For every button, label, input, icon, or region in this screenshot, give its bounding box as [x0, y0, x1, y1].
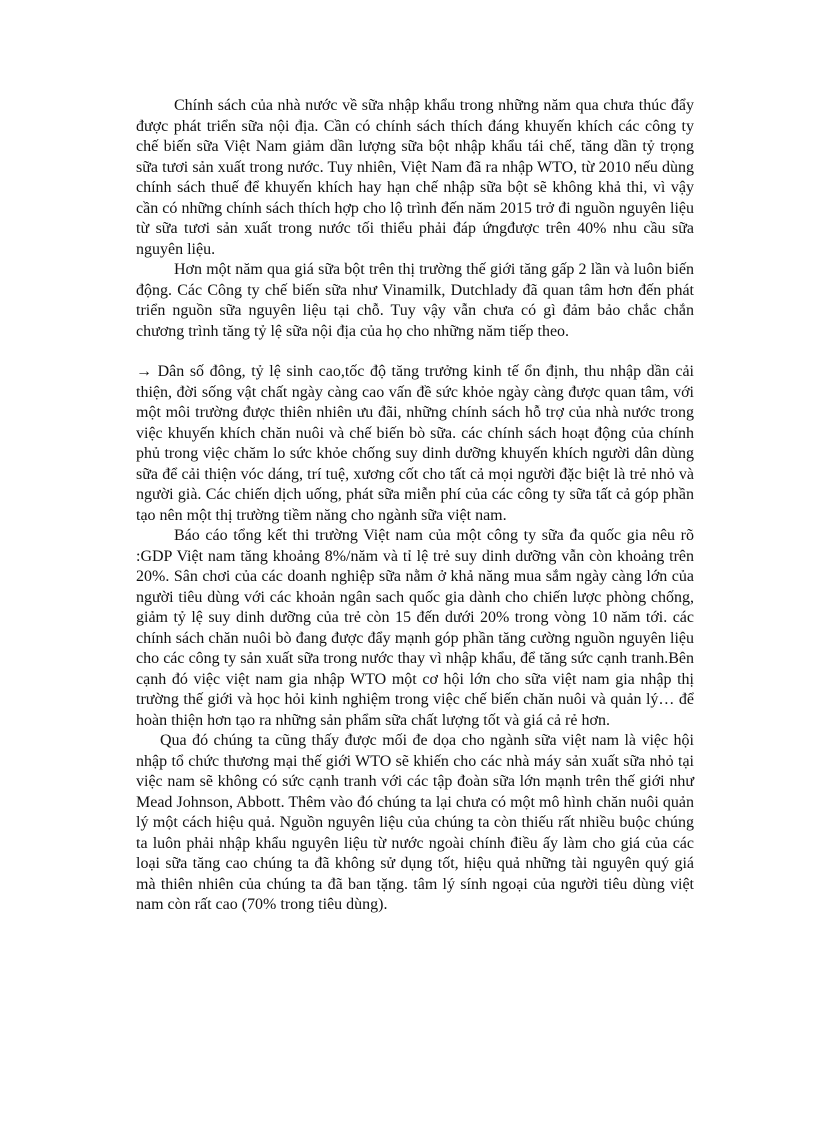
paragraph-milk-price: Hơn một năm qua giá sữa bột trên thị trường thế giới tăng gấp 2 lần và luôn biến động. Các Công ty chế biến sữa như Vinamilk, Dutchlady đã quan tâm hơn đến phát triển nguồn sữa nguyên liệu tại chỗ. Tuy vậy vẫn chưa có gì đảm bảo chắc chắn chương trình tăng tỷ lệ sữa nội địa của họ cho những năm tiếp theo.: [136, 261, 694, 340]
paragraph-import-policy: Chính sách của nhà nước về sữa nhập khẩu trong những năm qua chưa thúc đẩy được phát triển sữa nội địa. Cần có chính sách thích đáng khuyến khích các công ty chế biến sữa Việt Nam giảm dần lượng sữa bột nhập khẩu tái chế, tăng dần tỷ trọng sữa tươi sản xuất trong nước. Tuy nhiên, Việt Nam đã ra nhập WTO, từ 2010 nếu dùng chính sách thuế để khuyến khích hay hạn chế nhập sữa bột sẽ không khả thi, vì vậy cần có những chính sách thích hợp cho lộ trình đến năm 2015 trở đi nguồn nguyên liệu từ sữa tươi sản xuất trong nước tối thiểu phải đáp ứngđược trên 40% nhu cầu sữa nguyên liệu.: [136, 97, 694, 258]
document-body: [136, 96, 694, 916]
paragraph-opportunities: → Dân số đông, tỷ lệ sinh cao,tốc độ tăng trưởng kinh tế ổn định, thu nhập dần cải thiện, đời sống vật chất ngày càng cao vấn đề sức khỏe ngày càng được quan tâm, với một môi trường được thiên nhiên ưu đãi, những chính sách hỗ trợ của nhà nước trong việc khuyến khích chăn nuôi và chế biến bò sữa. các chính sách hoạt động của chính phủ trong việc chăm lo sức khỏe chống suy dinh dưỡng khuyến khích người dân dùng sữa để cải thiện vóc dáng, trí tuệ, xương cốt cho tất cả mọi người đặc biệt là trẻ nhỏ và người già. Các chiến dịch uống, phát sữa miễn phí của các công ty sữa tất cả góp phần tạo nên một thị trường tiềm năng cho ngành sữa việt nam.: [136, 363, 694, 524]
paragraph-market-report: Báo cáo tổng kết thi trường Việt nam của một công ty sữa đa quốc gia nêu rõ :GDP Việt nam tăng khoảng 8%/năm và tỉ lệ trẻ suy dinh dưỡng vẫn còn khoảng trên 20%. Sân chơi của các doanh nghiệp sữa nằm ở khả năng mua sắm ngày càng lớn của người tiêu dùng với các khoản ngân sach quốc gia dành cho chiến lược phòng chống, giảm tỷ lệ suy dinh dưỡng của trẻ còn 15 đến dưới 20% trong vòng 10 năm tới. các chính sách chăn nuôi bò đang được đẩy mạnh góp phần tăng cường nguồn nguyên liệu cho các công ty sản xuất sữa trong nước thay vì nhập khẩu, để tăng sức cạnh tranh.Bên cạnh đó việc việt nam gia nhập WTO một cơ hội lớn cho sữa việt nam gia nhập thị trường thế giới và học hỏi kinh nghiệm trong việc chế biến chăn nuôi và quản lý… để hoàn thiện hơn tạo ra những sản phẩm sữa chất lượng tốt và giá cả rẻ hơn.: [136, 527, 694, 729]
paragraph-threats: Qua đó chúng ta cũng thấy được mối đe dọa cho ngành sữa việt nam là việc hội nhập tổ chức thương mại thế giới WTO sẽ khiến cho các nhà máy sản xuất sữa nhỏ tại việc nam sẽ không có sức cạnh tranh với các tập đoàn sữa lớn mạnh trên thế giới như Mead Johnson, Abbott. Thêm vào đó chúng ta lại chưa có một mô hình chăn nuôi quản lý một cách hiệu quả. Nguồn nguyên liệu của chúng ta còn thiếu rất nhiều buộc chúng ta luôn phải nhập khẩu nguyên liệu từ nước ngoài chính điều ấy làm cho giá của các loại sữa tăng cao chúng ta đã không sử dụng tốt, hiệu quả những tài nguyên quý giá mà thiên nhiên của chúng ta đã ban tặng. tâm lý sính ngoại của người tiêu dùng việt nam còn rất cao (70% trong tiêu dùng).: [136, 732, 694, 913]
blank-line: [136, 342, 694, 362]
